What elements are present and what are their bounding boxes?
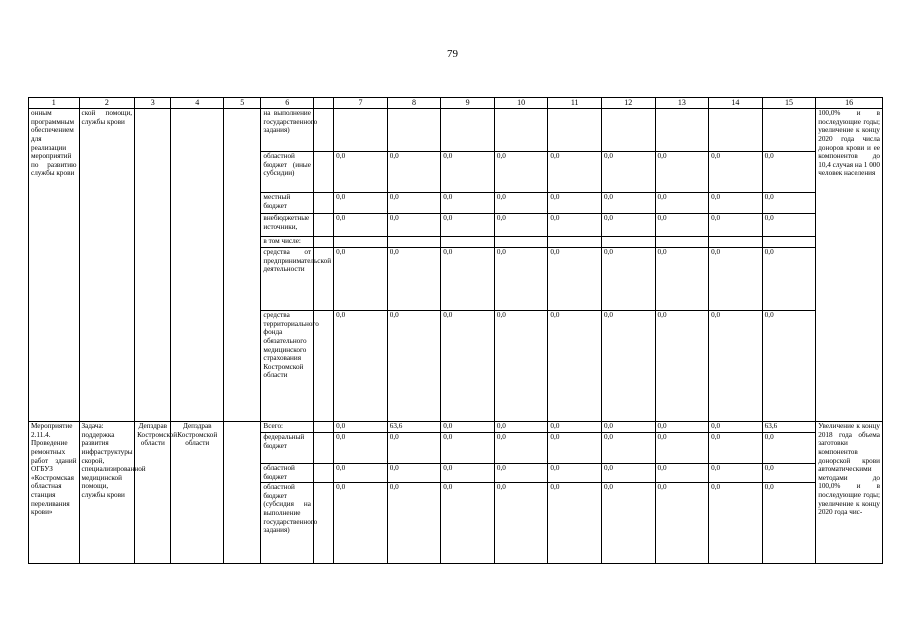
value-cell: 0,0 — [762, 311, 816, 422]
value-cell: 0,0 — [441, 422, 495, 433]
value-cell: 0,0 — [762, 483, 816, 564]
value-cell: 0,0 — [548, 311, 602, 422]
value-cell: 0,0 — [548, 422, 602, 433]
header-cell — [313, 98, 333, 109]
value-cell: 0,0 — [441, 433, 495, 464]
value-cell — [387, 237, 441, 248]
header-cell: 15 — [762, 98, 816, 109]
value-cell: 0,0 — [494, 433, 548, 464]
value-cell: 0,0 — [494, 248, 548, 311]
value-cell: 0,0 — [762, 214, 816, 237]
value-cell: 0,0 — [709, 311, 763, 422]
spacer-cell — [313, 193, 333, 214]
value-cell: 0,0 — [334, 311, 388, 422]
value-cell — [334, 109, 388, 152]
value-cell: 0,0 — [655, 152, 709, 193]
value-cell: 0,0 — [709, 433, 763, 464]
value-cell: 0,0 — [494, 193, 548, 214]
value-cell: 0,0 — [655, 483, 709, 564]
value-cell: 0,0 — [387, 248, 441, 311]
value-cell: 63,6 — [387, 422, 441, 433]
funding-source-cell: на выполнение государственного задания) — [261, 109, 314, 152]
header-cell: 5 — [224, 98, 261, 109]
value-cell: 0,0 — [548, 152, 602, 193]
value-cell: 0,0 — [548, 193, 602, 214]
value-cell: 0,0 — [387, 464, 441, 483]
value-cell: 0,0 — [601, 483, 655, 564]
value-cell: 0,0 — [655, 422, 709, 433]
value-cell — [601, 109, 655, 152]
value-cell: 0,0 — [334, 483, 388, 564]
value-cell: 0,0 — [655, 193, 709, 214]
value-cell — [494, 109, 548, 152]
value-cell: 0,0 — [601, 311, 655, 422]
value-cell: 0,0 — [494, 422, 548, 433]
value-cell: 0,0 — [387, 483, 441, 564]
task-cell: Задача: поддержка развития инфраструктуры скорой, специализированной медицинской помощи, службы крови — [79, 422, 135, 564]
value-cell: 0,0 — [601, 248, 655, 311]
value-cell: 0,0 — [709, 193, 763, 214]
funding-source-cell: областной бюджет (иные субсидии) — [261, 152, 314, 193]
value-cell — [655, 109, 709, 152]
coexecutor-cell — [171, 109, 224, 422]
value-cell: 0,0 — [762, 433, 816, 464]
spacer-cell — [313, 214, 333, 237]
funding-source-cell: местный бюджет — [261, 193, 314, 214]
value-cell: 0,0 — [601, 214, 655, 237]
value-cell — [441, 109, 495, 152]
funding-source-cell: в том числе: — [261, 237, 314, 248]
header-cell: 16 — [816, 98, 883, 109]
value-cell — [601, 237, 655, 248]
value-cell: 0,0 — [334, 214, 388, 237]
value-cell: 0,0 — [334, 422, 388, 433]
table-row — [29, 422, 883, 433]
value-cell: 0,0 — [709, 152, 763, 193]
value-cell: 0,0 — [494, 464, 548, 483]
value-cell: 0,0 — [334, 433, 388, 464]
value-cell: 0,0 — [601, 193, 655, 214]
value-cell: 0,0 — [494, 483, 548, 564]
executor-cell: Депздрав Костромской области — [135, 422, 171, 564]
page-number: 79 — [447, 48, 458, 60]
executor-cell — [135, 109, 171, 422]
value-cell: 63,6 — [762, 422, 816, 433]
funding-source-cell: средства от предпринимательской деятельности — [261, 248, 314, 311]
value-cell: 0,0 — [494, 214, 548, 237]
spacer-cell — [313, 464, 333, 483]
header-cell: 1 — [29, 98, 80, 109]
value-cell: 0,0 — [387, 214, 441, 237]
event-name-cell: онным программным обеспечением для реализации мероприятий по развитию службы крови — [29, 109, 80, 422]
program-table — [28, 97, 883, 564]
value-cell: 0,0 — [494, 311, 548, 422]
header-cell: 9 — [441, 98, 495, 109]
header-cell: 4 — [171, 98, 224, 109]
value-cell: 0,0 — [548, 483, 602, 564]
header-cell: 7 — [334, 98, 388, 109]
value-cell — [548, 109, 602, 152]
value-cell: 0,0 — [441, 311, 495, 422]
value-cell: 0,0 — [387, 152, 441, 193]
value-cell — [762, 237, 816, 248]
value-cell: 0,0 — [655, 311, 709, 422]
value-cell: 0,0 — [334, 464, 388, 483]
value-cell: 0,0 — [709, 422, 763, 433]
value-cell: 0,0 — [655, 464, 709, 483]
value-cell: 0,0 — [709, 248, 763, 311]
spacer-cell — [313, 237, 333, 248]
value-cell: 0,0 — [655, 433, 709, 464]
funding-source-cell: внебюджетные источники, — [261, 214, 314, 237]
result-cell: Увеличение к концу 2018 года объема заготовки компонентов донорской крови автоматическими методами до 100,0% и в последующие годы; увеличение к концу 2020 года чис- — [816, 422, 883, 564]
value-cell: 0,0 — [334, 193, 388, 214]
header-cell: 3 — [135, 98, 171, 109]
value-cell — [387, 109, 441, 152]
value-cell: 0,0 — [441, 152, 495, 193]
event-name-cell: Мероприятие 2.11.4. Проведение ремонтных работ зданий ОГБУЗ «Костромская областная станция переливания крови» — [29, 422, 80, 564]
header-cell: 8 — [387, 98, 441, 109]
value-cell: 0,0 — [762, 193, 816, 214]
value-cell: 0,0 — [762, 248, 816, 311]
value-cell: 0,0 — [387, 311, 441, 422]
value-cell: 0,0 — [762, 464, 816, 483]
value-cell: 0,0 — [709, 464, 763, 483]
value-cell: 0,0 — [441, 464, 495, 483]
header-cell: 13 — [655, 98, 709, 109]
value-cell — [441, 237, 495, 248]
value-cell: 0,0 — [709, 483, 763, 564]
value-cell: 0,0 — [387, 433, 441, 464]
term-cell — [224, 109, 261, 422]
funding-source-cell: Всего: — [261, 422, 314, 433]
table-row — [29, 109, 883, 152]
value-cell: 0,0 — [334, 248, 388, 311]
value-cell: 0,0 — [655, 214, 709, 237]
value-cell: 0,0 — [441, 248, 495, 311]
spacer-cell — [313, 433, 333, 464]
header-cell: 2 — [79, 98, 135, 109]
funding-source-cell: средства территориального фонда обязательного медицинского страхования Костромской области — [261, 311, 314, 422]
value-cell — [548, 237, 602, 248]
task-cell: ской помощи, службы крови — [79, 109, 135, 422]
value-cell: 0,0 — [709, 214, 763, 237]
coexecutor-cell: Депздрав Костромской области — [171, 422, 224, 564]
value-cell: 0,0 — [548, 464, 602, 483]
value-cell: 0,0 — [441, 483, 495, 564]
header-cell: 6 — [261, 98, 314, 109]
header-cell: 14 — [709, 98, 763, 109]
value-cell: 0,0 — [655, 248, 709, 311]
result-cell: 100,0% и в последующие годы; увеличение к концу 2020 года числа доноров крови и ее компонентов до 10,4 случая на 1 000 человек населения — [816, 109, 883, 422]
header-cell: 12 — [601, 98, 655, 109]
value-cell: 0,0 — [387, 193, 441, 214]
value-cell — [655, 237, 709, 248]
value-cell — [334, 237, 388, 248]
value-cell: 0,0 — [762, 152, 816, 193]
header-row — [29, 98, 883, 109]
value-cell: 0,0 — [548, 214, 602, 237]
funding-source-cell: областной бюджет — [261, 464, 314, 483]
funding-source-cell: областной бюджет (субсидия на выполнение государственного задания) — [261, 483, 314, 564]
value-cell: 0,0 — [548, 433, 602, 464]
value-cell: 0,0 — [441, 214, 495, 237]
value-cell — [709, 109, 763, 152]
value-cell: 0,0 — [334, 152, 388, 193]
value-cell: 0,0 — [601, 433, 655, 464]
value-cell: 0,0 — [441, 193, 495, 214]
value-cell: 0,0 — [601, 422, 655, 433]
header-cell: 10 — [494, 98, 548, 109]
value-cell: 0,0 — [601, 152, 655, 193]
value-cell — [762, 109, 816, 152]
value-cell: 0,0 — [548, 248, 602, 311]
header-cell: 11 — [548, 98, 602, 109]
value-cell — [494, 237, 548, 248]
spacer-cell — [313, 152, 333, 193]
spacer-cell — [313, 422, 333, 433]
funding-source-cell: федеральный бюджет — [261, 433, 314, 464]
spacer-cell — [313, 109, 333, 152]
value-cell: 0,0 — [494, 152, 548, 193]
value-cell — [709, 237, 763, 248]
value-cell: 0,0 — [601, 464, 655, 483]
term-cell — [224, 422, 261, 564]
